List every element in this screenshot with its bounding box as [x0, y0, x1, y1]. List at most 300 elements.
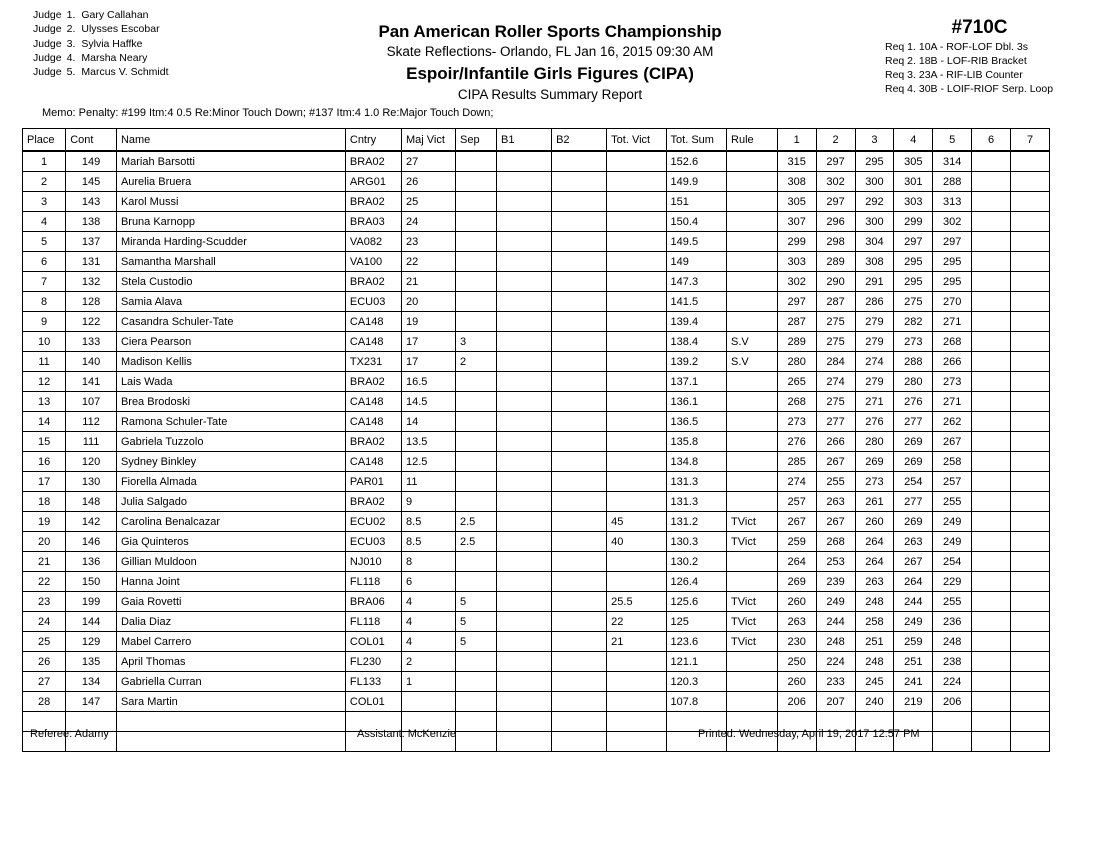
cell-maj: [402, 692, 456, 712]
cell-judge-3-score: 248: [855, 652, 894, 672]
cell-tvict: [607, 372, 666, 392]
cell-rule: [727, 232, 778, 252]
cell-judge-2-score: 297: [816, 192, 855, 212]
judge-name: Gary Callahan: [81, 9, 149, 21]
cell-b1: [497, 432, 552, 452]
cell-judge-2-score: 266: [816, 432, 855, 452]
cell-tvict: [607, 172, 666, 192]
cell-rule: [727, 412, 778, 432]
cell-judge-5-score: 297: [933, 232, 972, 252]
cell-b2: [552, 232, 607, 252]
cell-judge-6-score: [972, 352, 1011, 372]
cell-name: Karol Mussi: [116, 192, 345, 212]
cell-judge-1-score: 269: [777, 572, 816, 592]
cell-judge-1-score: 307: [777, 212, 816, 232]
cell-judge-2-score: 274: [816, 372, 855, 392]
cell-judge-1-score: 276: [777, 432, 816, 452]
judge-label: Judge: [33, 23, 62, 36]
cell-judge-1-score: 273: [777, 412, 816, 432]
cell-cont: 134: [66, 672, 117, 692]
judge-number: 5.: [66, 66, 76, 79]
cell-judge-4-score: 301: [894, 172, 933, 192]
cell-sep: 2.5: [456, 512, 497, 532]
cell-place: 24: [23, 612, 66, 632]
cell-judge-2-score: 249: [816, 592, 855, 612]
cell-judge-7-score: [1011, 392, 1050, 412]
cell-b1: [497, 232, 552, 252]
cell-cntry: TX231: [345, 352, 401, 372]
cell-sep: [456, 452, 497, 472]
cell-name: Sydney Binkley: [116, 452, 345, 472]
cell-sep: 2: [456, 352, 497, 372]
column-header-tot-sum: Tot. Sum: [666, 129, 726, 152]
cell-judge-2-score: 263: [816, 492, 855, 512]
column-header-6: 6: [972, 129, 1011, 152]
requirement-item: Req 3. 23A - RIF-LIB Counter: [885, 69, 1023, 81]
cell-rule: [727, 672, 778, 692]
cell-rule: S.V: [727, 332, 778, 352]
cell-judge-1-score: 308: [777, 172, 816, 192]
cell-name: Casandra Schuler-Tate: [116, 312, 345, 332]
cell-judge-4-score: 241: [894, 672, 933, 692]
report-header: [0, 0, 1100, 119]
cell-judge-6-score: [972, 372, 1011, 392]
cell-tsum: 149.9: [666, 172, 726, 192]
cell-name: Aurelia Bruera: [116, 172, 345, 192]
cell-judge-2-score: 239: [816, 572, 855, 592]
report-subtitle: CIPA Results Summary Report: [457, 87, 643, 102]
judge-label: Judge: [33, 9, 62, 21]
cell-rule: [727, 432, 778, 452]
cell-b2: [552, 192, 607, 212]
cell-cntry: FL118: [345, 572, 401, 592]
table-row: [23, 632, 1050, 652]
cell-maj: 8: [402, 552, 456, 572]
cell-judge-5-score: 262: [933, 412, 972, 432]
cell-judge-3-score: 245: [855, 672, 894, 692]
cell-cntry: BRA02: [345, 372, 401, 392]
cell-maj: 14: [402, 412, 456, 432]
cell-tvict: 22: [607, 612, 666, 632]
cell-place: 18: [23, 492, 66, 512]
cell-cont: 138: [66, 212, 117, 232]
cell-b1: [497, 552, 552, 572]
cell-cont: 143: [66, 192, 117, 212]
cell-judge-2-score: 298: [816, 232, 855, 252]
cell-place: 14: [23, 412, 66, 432]
cell-judge-6-score: [972, 612, 1011, 632]
cell-b2: [552, 472, 607, 492]
cell-b1: [497, 172, 552, 192]
cell-judge-5-score: 302: [933, 212, 972, 232]
cell-tsum: 126.4: [666, 572, 726, 592]
cell-b2: [552, 612, 607, 632]
cell-b1: [497, 652, 552, 672]
table-row: [23, 472, 1050, 492]
table-row: [23, 392, 1050, 412]
cell-judge-6-score: [972, 212, 1011, 232]
cell-rule: [727, 492, 778, 512]
cell-judge-3-score: 292: [855, 192, 894, 212]
table-header-row: [23, 129, 1050, 152]
cell-tvict: [607, 672, 666, 692]
cell-b2: [552, 412, 607, 432]
column-header-name: Name: [116, 129, 345, 152]
cell-judge-4-score: 305: [894, 151, 933, 172]
cell-judge-3-score: 300: [855, 212, 894, 232]
cell-b1: [497, 392, 552, 412]
cell-cont: 148: [66, 492, 117, 512]
cell-judge-3-score: 280: [855, 432, 894, 452]
cell-judge-3-score: 260: [855, 512, 894, 532]
cell-sep: [456, 212, 497, 232]
cell-cntry: BRA02: [345, 192, 401, 212]
cell-judge-5-score: 249: [933, 532, 972, 552]
cell-b1: [497, 532, 552, 552]
cell-judge-5-score: 257: [933, 472, 972, 492]
cell-judge-1-score: 303: [777, 252, 816, 272]
cell-judge-3-score: 276: [855, 412, 894, 432]
cell-place: 7: [23, 272, 66, 292]
cell-judge-5-score: 255: [933, 492, 972, 512]
cell-tsum: 136.1: [666, 392, 726, 412]
cell-place: 17: [23, 472, 66, 492]
cell-name: Dalia Diaz: [116, 612, 345, 632]
cell-judge-4-score: 276: [894, 392, 933, 412]
cell-judge-1-score: 250: [777, 652, 816, 672]
cell-cntry: ECU03: [345, 532, 401, 552]
cell-b2: [552, 252, 607, 272]
table-row: [23, 592, 1050, 612]
cell-sep: [456, 151, 497, 172]
cell-rule: [727, 392, 778, 412]
cell-judge-3-score: 273: [855, 472, 894, 492]
cell-judge-4-score: 251: [894, 652, 933, 672]
cell-judge-1-score: 285: [777, 452, 816, 472]
cell-cntry: ARG01: [345, 172, 401, 192]
cell-name: Mariah Barsotti: [116, 151, 345, 172]
cell-tvict: [607, 332, 666, 352]
cell-sep: [456, 392, 497, 412]
cell-b2: [552, 592, 607, 612]
column-header-b1: B1: [497, 129, 552, 152]
cell-maj: 25: [402, 192, 456, 212]
cell-cont: 142: [66, 512, 117, 532]
cell-tsum: 137.1: [666, 372, 726, 392]
cell-judge-7-score: [1011, 532, 1050, 552]
column-header-rule: Rule: [727, 129, 778, 152]
cell-judge-4-score: 267: [894, 552, 933, 572]
cell-tsum: 152.6: [666, 151, 726, 172]
cell-tvict: [607, 652, 666, 672]
cell-judge-5-score: 255: [933, 592, 972, 612]
judge-row: [33, 22, 169, 36]
cell-b1: [497, 192, 552, 212]
cell-tvict: 25.5: [607, 592, 666, 612]
cell-tsum: 107.8: [666, 692, 726, 712]
cell-place: 2: [23, 172, 66, 192]
table-row: [23, 151, 1050, 172]
cell-judge-6-score: [972, 312, 1011, 332]
table-row: [23, 512, 1050, 532]
cell-judge-1-score: 315: [777, 151, 816, 172]
cell-rule: [727, 172, 778, 192]
cell-tsum: 123.6: [666, 632, 726, 652]
cell-judge-1-score: 206: [777, 692, 816, 712]
cell-b2: [552, 692, 607, 712]
cell-judge-2-score: 255: [816, 472, 855, 492]
cell-cntry: BRA06: [345, 592, 401, 612]
cell-judge-5-score: 248: [933, 632, 972, 652]
cell-b1: [497, 472, 552, 492]
cell-b2: [552, 372, 607, 392]
cell-place: 27: [23, 672, 66, 692]
cell-name: Mabel Carrero: [116, 632, 345, 652]
cell-cntry: BRA02: [345, 151, 401, 172]
table-row: [23, 652, 1050, 672]
cell-judge-3-score: 308: [855, 252, 894, 272]
cell-tsum: 131.3: [666, 492, 726, 512]
cell-sep: [456, 572, 497, 592]
column-header-cntry: Cntry: [345, 129, 401, 152]
cell-maj: 24: [402, 212, 456, 232]
cell-judge-5-score: 270: [933, 292, 972, 312]
cell-judge-7-score: [1011, 472, 1050, 492]
cell-place: 15: [23, 432, 66, 452]
cell-rule: [727, 292, 778, 312]
cell-b1: [497, 252, 552, 272]
cell-judge-1-score: 274: [777, 472, 816, 492]
cell-judge-7-score: [1011, 212, 1050, 232]
cell-rule: TVict: [727, 592, 778, 612]
cell-name: Carolina Benalcazar: [116, 512, 345, 532]
cell-cont: 199: [66, 592, 117, 612]
table-row: [23, 272, 1050, 292]
cell-cont: 140: [66, 352, 117, 372]
table-row: [23, 372, 1050, 392]
cell-judge-6-score: [972, 232, 1011, 252]
cell-judge-3-score: 261: [855, 492, 894, 512]
cell-cntry: ECU02: [345, 512, 401, 532]
cell-cont: 112: [66, 412, 117, 432]
cell-cont: 132: [66, 272, 117, 292]
cell-sep: [456, 492, 497, 512]
cell-b2: [552, 151, 607, 172]
cell-cont: 130: [66, 472, 117, 492]
cell-rule: [727, 692, 778, 712]
cell-maj: 4: [402, 592, 456, 612]
cell-tsum: 138.4: [666, 332, 726, 352]
cell-judge-1-score: 267: [777, 512, 816, 532]
cell-cont: 146: [66, 532, 117, 552]
judge-label: Judge: [33, 37, 62, 50]
cell-b1: [497, 452, 552, 472]
cell-name: Stela Custodio: [116, 272, 345, 292]
cell-tvict: [607, 292, 666, 312]
judge-name: Sylvia Haffke: [81, 37, 143, 50]
cell-judge-5-score: 238: [933, 652, 972, 672]
cell-judge-7-score: [1011, 192, 1050, 212]
cell-judge-2-score: 207: [816, 692, 855, 712]
assistant-label: Assistant: McKenzie: [357, 728, 457, 740]
cell-name: Madison Kellis: [116, 352, 345, 372]
cell-judge-7-score: [1011, 312, 1050, 332]
cell-judge-4-score: 259: [894, 632, 933, 652]
cell-judge-6-score: [972, 192, 1011, 212]
cell-tsum: 135.8: [666, 432, 726, 452]
cell-cntry: COL01: [345, 632, 401, 652]
cell-rule: TVict: [727, 632, 778, 652]
cell-rule: TVict: [727, 532, 778, 552]
cell-rule: [727, 372, 778, 392]
cell-judge-4-score: 269: [894, 512, 933, 532]
cell-tsum: 139.4: [666, 312, 726, 332]
cell-judge-5-score: 314: [933, 151, 972, 172]
cell-cntry: CA148: [345, 332, 401, 352]
column-header-tot-vict: Tot. Vict: [607, 129, 666, 152]
cell-tsum: 141.5: [666, 292, 726, 312]
cell-b2: [552, 172, 607, 192]
cell-judge-6-score: [972, 172, 1011, 192]
cell-tsum: 147.3: [666, 272, 726, 292]
cell-b2: [552, 452, 607, 472]
cell-cntry: BRA02: [345, 492, 401, 512]
cell-cont: 111: [66, 432, 117, 452]
table-row: [23, 692, 1050, 712]
cell-judge-1-score: 260: [777, 592, 816, 612]
cell-tsum: 134.8: [666, 452, 726, 472]
cell-judge-2-score: 302: [816, 172, 855, 192]
cell-tvict: [607, 552, 666, 572]
cell-sep: 5: [456, 632, 497, 652]
cell-judge-1-score: 257: [777, 492, 816, 512]
cell-b1: [497, 612, 552, 632]
cell-judge-6-score: [972, 292, 1011, 312]
table-row: [23, 352, 1050, 372]
cell-sep: [456, 412, 497, 432]
table-body: [23, 151, 1050, 752]
cell-name: Sara Martin: [116, 692, 345, 712]
cell-cont: 129: [66, 632, 117, 652]
cell-tsum: 130.3: [666, 532, 726, 552]
cell-place: 5: [23, 232, 66, 252]
cell-b2: [552, 272, 607, 292]
cell-judge-2-score: 275: [816, 392, 855, 412]
cell-judge-7-score: [1011, 492, 1050, 512]
cell-judge-6-score: [972, 432, 1011, 452]
cell-maj: 26: [402, 172, 456, 192]
column-header-4: 4: [894, 129, 933, 152]
cell-place: 16: [23, 452, 66, 472]
cell-judge-7-score: [1011, 572, 1050, 592]
cell-judge-1-score: 280: [777, 352, 816, 372]
cell-judge-3-score: 286: [855, 292, 894, 312]
table-row: [23, 332, 1050, 352]
cell-judge-1-score: 297: [777, 292, 816, 312]
cell-place: 22: [23, 572, 66, 592]
column-header-1: 1: [777, 129, 816, 152]
cell-judge-1-score: 268: [777, 392, 816, 412]
cell-judge-2-score: 277: [816, 412, 855, 432]
cell-judge-3-score: 258: [855, 612, 894, 632]
cell-judge-6-score: [972, 272, 1011, 292]
cell-judge-4-score: 244: [894, 592, 933, 612]
cell-b1: [497, 492, 552, 512]
cell-judge-2-score: 290: [816, 272, 855, 292]
column-header-sep: Sep: [456, 129, 497, 152]
cell-judge-1-score: 302: [777, 272, 816, 292]
event-code: #710C: [951, 17, 1008, 38]
cell-tsum: 125.6: [666, 592, 726, 612]
cell-judge-6-score: [972, 532, 1011, 552]
cell-name: Miranda Harding-Scudder: [116, 232, 345, 252]
judge-number: 2.: [66, 23, 76, 36]
cell-cont: 107: [66, 392, 117, 412]
cell-rule: [727, 572, 778, 592]
cell-tvict: [607, 252, 666, 272]
cell-tvict: [607, 352, 666, 372]
table-row: [23, 452, 1050, 472]
cell-judge-7-score: [1011, 432, 1050, 452]
cell-judge-2-score: 233: [816, 672, 855, 692]
requirements-panel: [867, 17, 1092, 96]
cell-rule: [727, 652, 778, 672]
requirement-item: Req 2. 18B - LOF-RIB Bracket: [885, 55, 1027, 67]
cell-rule: [727, 452, 778, 472]
cell-judge-5-score: 224: [933, 672, 972, 692]
cell-judge-6-score: [972, 452, 1011, 472]
cell-cntry: BRA02: [345, 272, 401, 292]
cell-cntry: CA148: [345, 392, 401, 412]
cell-cntry: VA100: [345, 252, 401, 272]
judge-label: Judge: [33, 51, 62, 64]
cell-judge-7-score: [1011, 672, 1050, 692]
cell-judge-7-score: [1011, 372, 1050, 392]
cell-b1: [497, 332, 552, 352]
cell-judge-7-score: [1011, 452, 1050, 472]
cell-name: Samia Alava: [116, 292, 345, 312]
cell-tsum: 130.2: [666, 552, 726, 572]
cell-judge-3-score: 291: [855, 272, 894, 292]
cell-cntry: PAR01: [345, 472, 401, 492]
cell-cntry: BRA03: [345, 212, 401, 232]
cell-maj: 4: [402, 632, 456, 652]
table-row: [23, 192, 1050, 212]
cell-judge-4-score: 277: [894, 412, 933, 432]
cell-maj: 1: [402, 672, 456, 692]
cell-tvict: [607, 412, 666, 432]
judge-row: [33, 65, 169, 79]
cell-judge-5-score: 229: [933, 572, 972, 592]
cell-name: Gabriella Curran: [116, 672, 345, 692]
cell-tsum: 149: [666, 252, 726, 272]
cell-cntry: COL01: [345, 692, 401, 712]
cell-judge-4-score: 269: [894, 432, 933, 452]
cell-cntry: BRA02: [345, 432, 401, 452]
table-row: [23, 252, 1050, 272]
cell-rule: [727, 192, 778, 212]
cell-rule: [727, 252, 778, 272]
cell-rule: [727, 212, 778, 232]
cell-name: April Thomas: [116, 652, 345, 672]
venue-line: Skate Reflections- Orlando, FL Jan 16, 2015 09:30 AM: [386, 44, 714, 59]
cell-maj: 17: [402, 332, 456, 352]
cell-judge-5-score: 236: [933, 612, 972, 632]
cell-tsum: 139.2: [666, 352, 726, 372]
cell-name: Fiorella Almada: [116, 472, 345, 492]
table-row: [23, 232, 1050, 252]
cell-judge-6-score: [972, 572, 1011, 592]
